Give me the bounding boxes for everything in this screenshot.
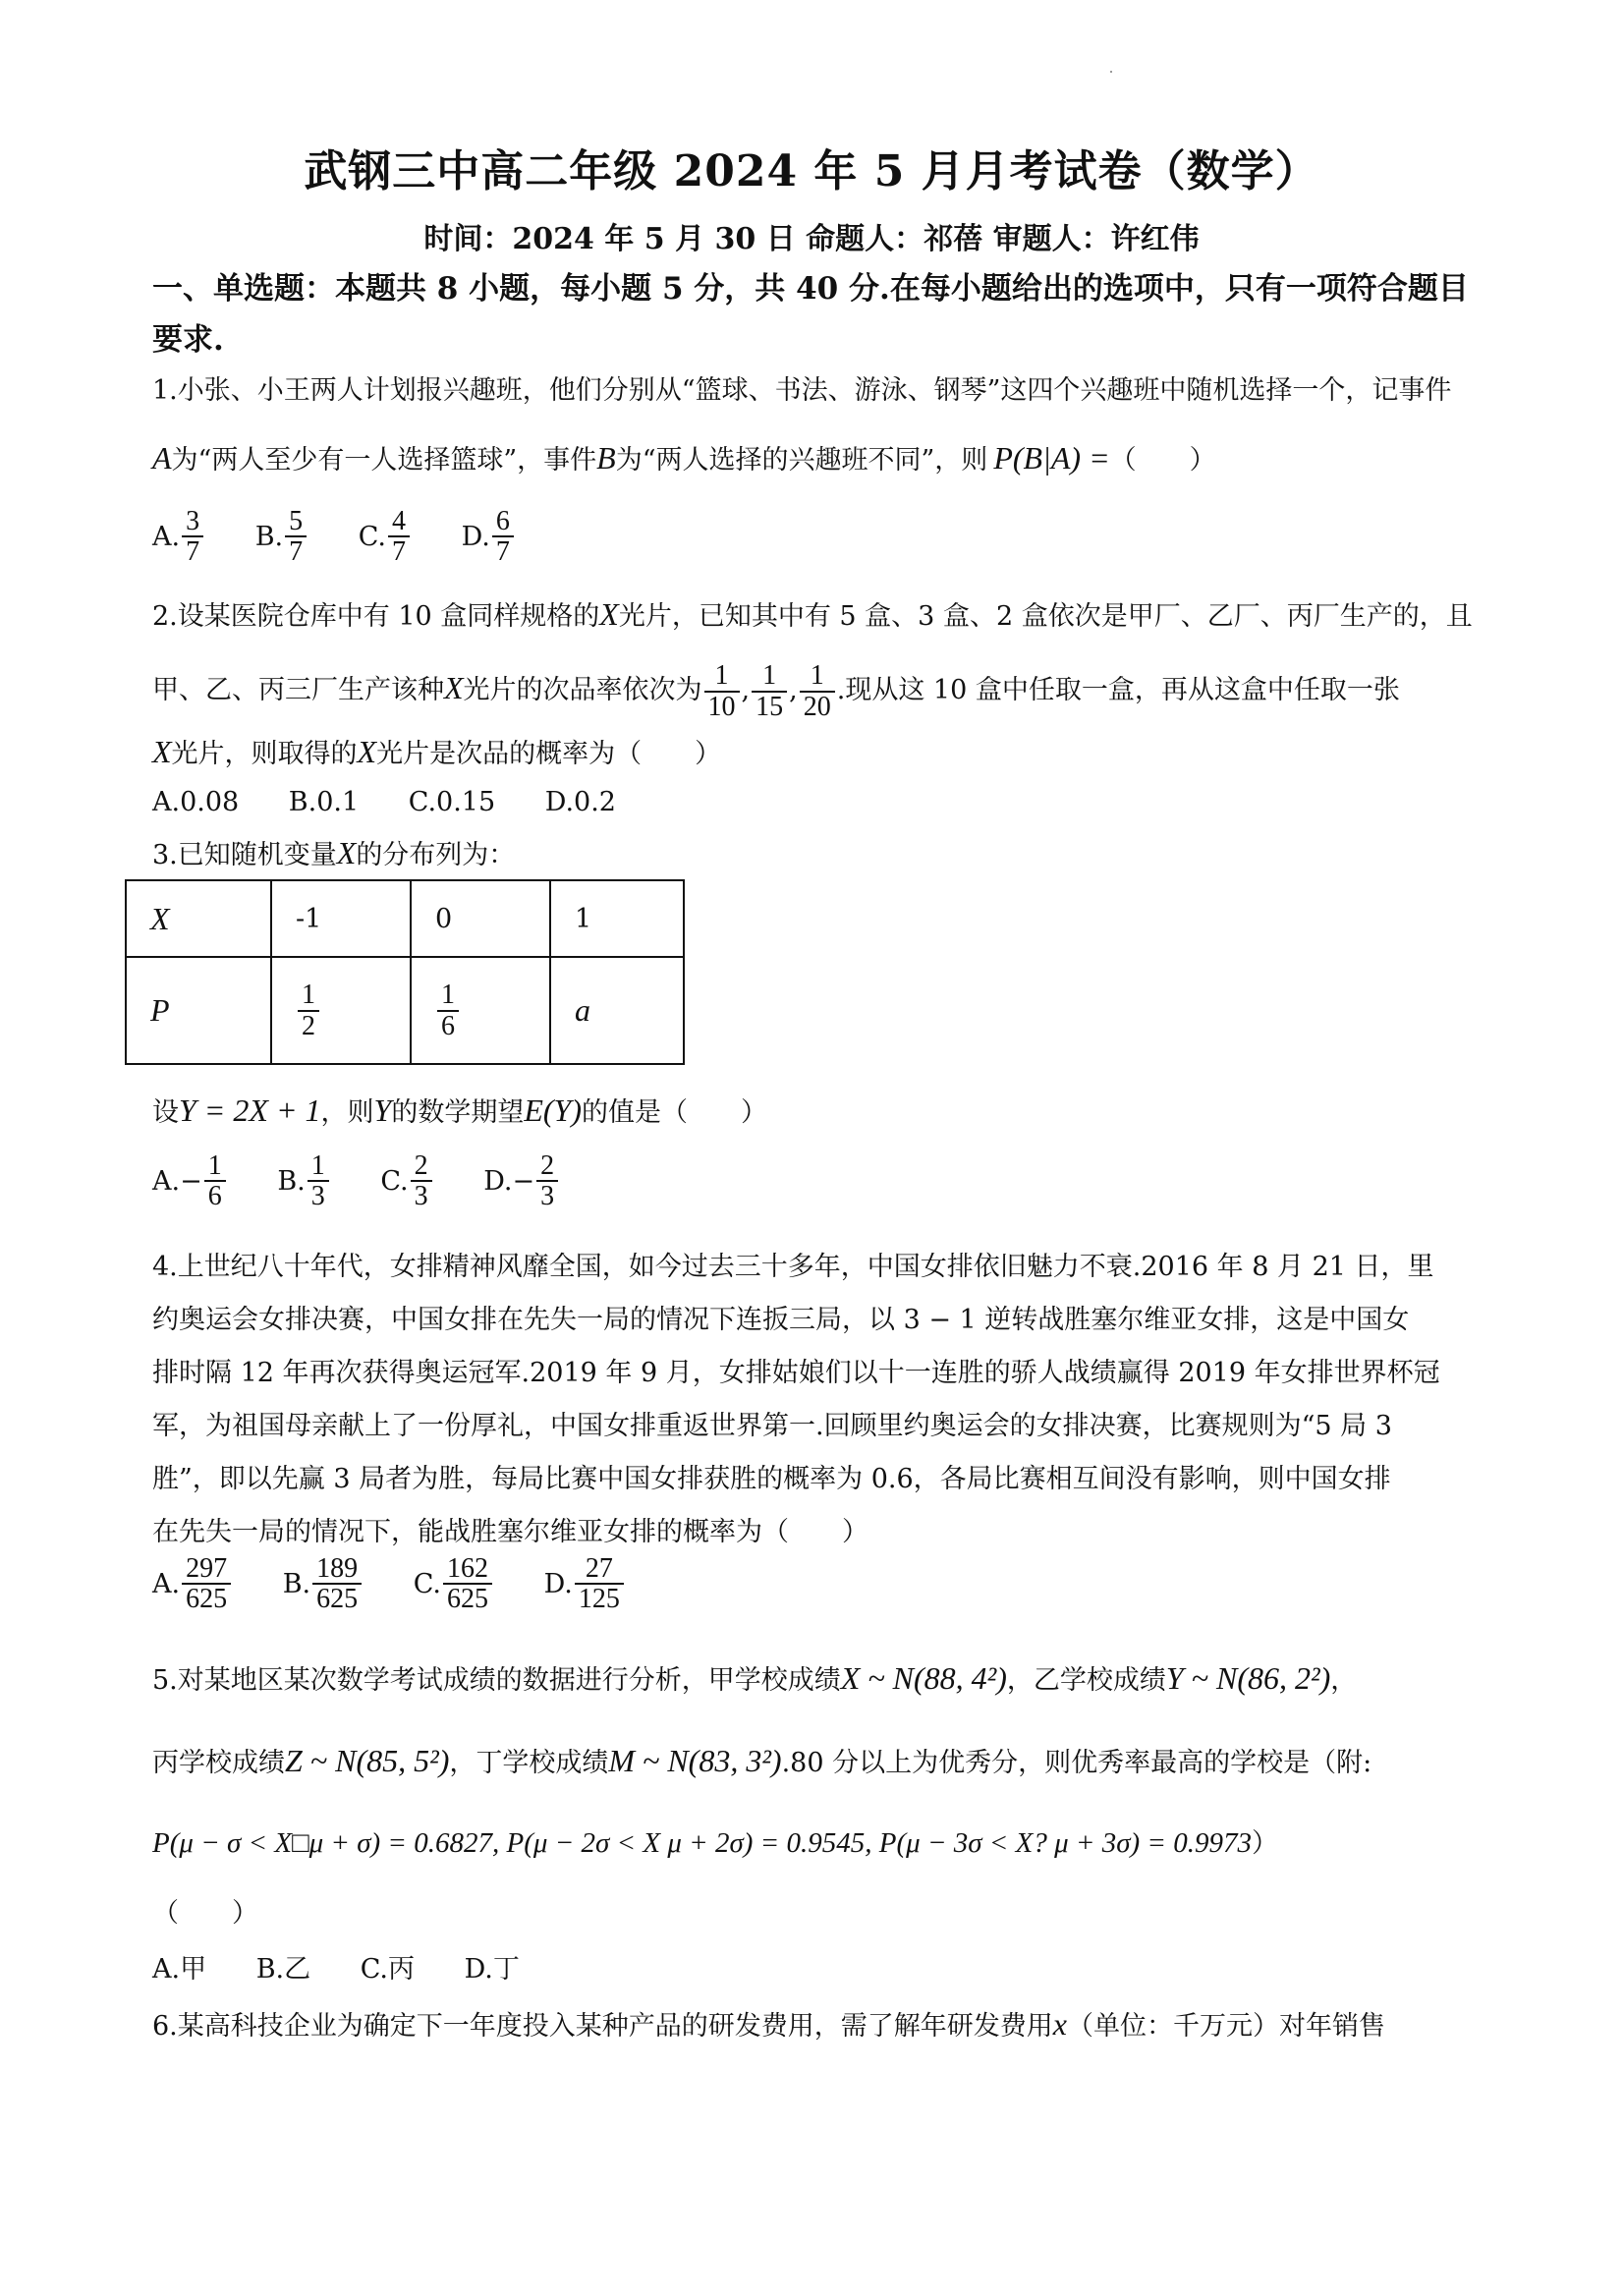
q2-line3: X光片，则取得的X光片是次品的概率为（ ）	[152, 734, 722, 769]
q4-option-c[interactable]: C. $\frac{162}{625}$	[414, 1554, 494, 1614]
rate-frac-2: $\frac{1}{15}$	[752, 661, 787, 721]
table-row: X -1 0 1	[126, 880, 684, 957]
q4-line: 排时隔 12 年再次获得奥运冠军.2019 年 9 月，女排姑娘们以十一连胜的骄人战绩赢得 2019 年女排世界杯冠	[152, 1358, 1440, 1388]
q5-option-a[interactable]: A.甲	[152, 1954, 207, 1985]
q5-option-d[interactable]: D.丁	[464, 1954, 520, 1985]
q2-option-a[interactable]: A.0.08	[152, 787, 240, 817]
distribution-table	[125, 879, 685, 1065]
q4-line: 军，为祖国母亲献上了一份厚礼，中国女排重返世界第一.回顾里约奥运会的女排决赛，比赛规则为“5 局 3	[152, 1411, 1392, 1441]
q1-expr: P(B|A) =	[993, 440, 1110, 476]
q5-blank: （ ）	[152, 1898, 258, 1929]
q1-option-a[interactable]: A. $\frac{3}{7}$	[152, 507, 205, 567]
q2-option-b[interactable]: B.0.1	[288, 787, 360, 817]
q1-text-b: 为“两人选择的兴趣班不同”，则	[615, 445, 988, 476]
q3-intro: 3.已知随机变量X的分布列为：	[152, 835, 516, 870]
exam-title: 武钢三中高二年级 2024 年 5 月月考试卷（数学）	[304, 146, 1319, 196]
q1-option-d[interactable]: D. $\frac{6}{7}$	[462, 507, 516, 567]
rate-frac-3: $\frac{1}{20}$	[800, 661, 835, 721]
q1-line2	[152, 438, 1488, 480]
q5-option-c[interactable]: C.丙	[360, 1954, 415, 1985]
var-x: X	[599, 596, 619, 632]
q4-line: 约奥运会女排决赛，中国女排在先失一局的情况下连扳三局，以 3 − 1 逆转战胜塞尔维亚女排，这是中国女	[152, 1305, 1410, 1335]
q1-option-c[interactable]: C. $\frac{4}{7}$	[359, 507, 412, 567]
q5-line2: 丙学校成绩Z ~ N(85, 5²)，丁学校成绩M ~ N(83, 3²).80 分以上为优秀分，则优秀率最高的学校是（附:	[152, 1743, 1372, 1778]
q4-option-a[interactable]: A. $\frac{297}{625}$	[152, 1554, 233, 1614]
q1-text-a: 为“两人至少有一人选择篮球”，事件	[171, 445, 597, 476]
q2-line1: 2.设某医院仓库中有 10 盒同样规格的X光片，已知其中有 5 盒、3 盒、2 盒依次是甲厂、乙厂、丙厂生产的，且	[152, 596, 1473, 632]
q4-option-d[interactable]: D. $\frac{27}{125}$	[544, 1554, 626, 1614]
q2-options	[152, 786, 657, 817]
q3-options	[152, 1151, 601, 1211]
var-a: A	[152, 440, 172, 476]
rate-frac-1: $\frac{1}{10}$	[704, 661, 740, 721]
q5-options	[152, 1947, 561, 1986]
q3-option-d[interactable]: D.− $\frac{2}{3}$	[483, 1151, 560, 1211]
q1-options	[152, 507, 557, 567]
table-row: P $\frac{1}{2}$ $\frac{1}{6}$ a	[126, 957, 684, 1064]
q4-line: 胜”，即以先赢 3 局者为胜，每局比赛中国女排获胜的概率为 0.6，各局比赛相互间没有影响，则中国女排	[152, 1464, 1391, 1494]
q4-option-b[interactable]: B. $\frac{189}{625}$	[283, 1554, 364, 1614]
q3-option-b[interactable]: B. $\frac{1}{3}$	[277, 1151, 330, 1211]
q3-option-a[interactable]: A.− $\frac{1}{6}$	[152, 1151, 228, 1211]
q5-option-b[interactable]: B.乙	[255, 1954, 311, 1985]
q2-option-c[interactable]: C.0.15	[408, 787, 496, 817]
q4-line: 4.上世纪八十年代，女排精神风靡全国，如今过去三十多年，中国女排依旧魅力不衰.2016 年 8 月 21 日，里	[152, 1252, 1434, 1282]
q2-line2: 甲、乙、丙三厂生产该种X光片的次品率依次为 $\frac{1}{10}$ , $\frac{1}{15}$ , $\frac{1}{20}$ .现从这 10 盒中任取一盒，再从这盒中任取一张	[152, 660, 1400, 722]
q4-line: 在先失一局的情况下，能战胜塞尔维亚女排的概率为（ ）	[152, 1517, 868, 1547]
q3-question: 设Y = 2X + 1，则Y的数学期望E(Y)的值是（ ）	[152, 1092, 767, 1128]
q3-option-c[interactable]: C. $\frac{2}{3}$	[380, 1151, 433, 1211]
q4-options	[152, 1554, 667, 1614]
q1-line1: 1.小张、小王两人计划报兴趣班，他们分别从“篮球、书法、游泳、钢琴”这四个兴趣班中随机选择一个，记事件	[152, 375, 1452, 406]
q5-line1: 5.对某地区某次数学考试成绩的数据进行分析，甲学校成绩X ~ N(88, 4²)，乙学校成绩Y ~ N(86, 2²)，	[152, 1660, 1358, 1696]
q2-option-d[interactable]: D.0.2	[544, 787, 616, 817]
q6-line1: 6.某高科技企业为确定下一年度投入某种产品的研发费用，需了解年研发费用x（单位：千万元）对年销售	[152, 2006, 1385, 2042]
q1-option-b[interactable]: B. $\frac{5}{7}$	[255, 507, 308, 567]
q1-blank: （ ）	[1109, 445, 1216, 476]
section-heading: 一、单选题：本题共 8 小题，每小题 5 分，共 40 分.在每小题给出的选项中，只有一项符合题目要求.	[152, 271, 1469, 358]
q5-formula: P(μ − σ < X□μ + σ) = 0.6827, P(μ − 2σ < X μ + 2σ) = 0.9545, P(μ − 3σ < X? μ + 3σ) = 0.9973）	[152, 1827, 1278, 1859]
exam-meta: 时间：2024 年 5 月 30 日 命题人：祁蓓 审题人：许红伟	[423, 222, 1200, 256]
scan-speck	[1110, 71, 1112, 73]
var-b: B	[596, 440, 616, 476]
